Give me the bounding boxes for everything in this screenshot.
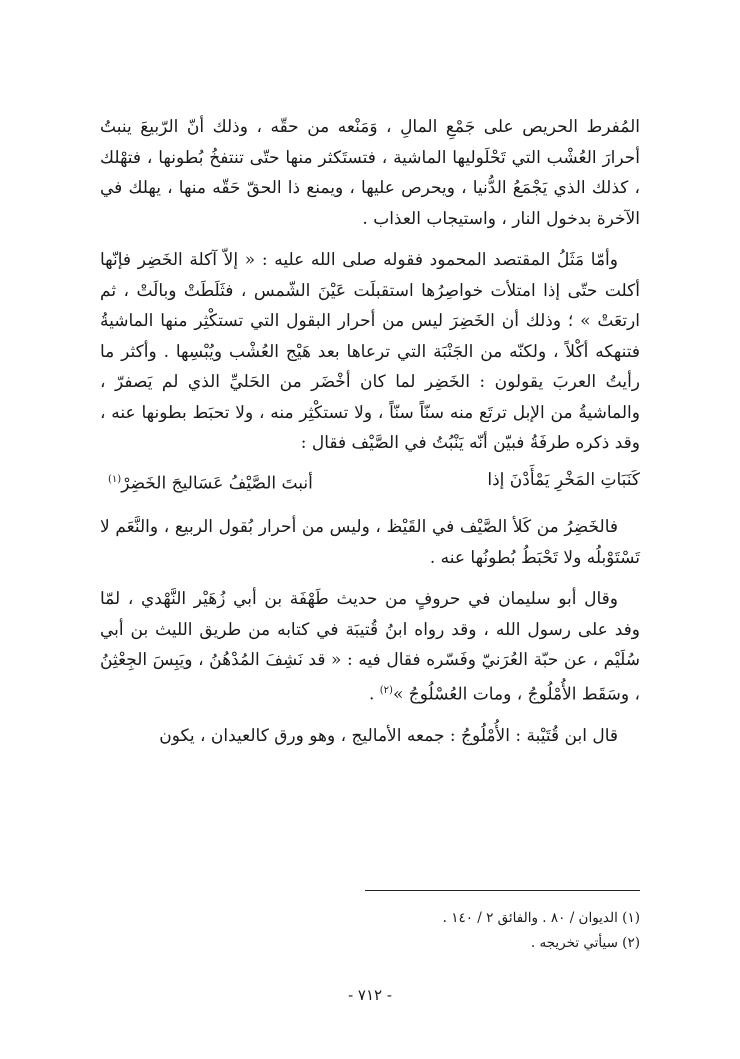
paragraph-2: وأمّا مَثَلُ المقتصد المحمود فقوله صلى الله عليه : « إلاّ آكلة الخَضِر فإنّها أكلت حتّى إذا امتلأت خواصِرُها استقبلَت عَيْنَ الشّمس ، فثَلَطَتْ وبالَتْ ، ثم ارتعَتْ » ؛ وذلك أن الخَضِرَ ليس من أحرار البقول التي تستكْثِر منها الماشيةُ فتنهكه أكْلاً ، ولكنّه من الجَنْبَة التي ترعاها بعد هَيْج العُشْب ويُبْسِها . وأكثر ما رأيتُ العربَ يقولون : الخَضِر لما كان أخْضَر من الحَليِّ الذي لم يَصفرّ ، والماشيةُ من الإبل ترتَع منه سنّاً سنّاً ، ولا تستكْثِر منه ، ولا تحبَط بطونها عنه ، وقد ذكره طرفَةُ فبيّن أنّه يَنْبُتُ في الصَّيْف فقال :: [100, 250, 640, 453]
paragraph-3: فالخَضِرُ من كَلأ الصَّيْف في القَيْظ ، وليس من أحرار بُقول الربيع ، والنَّعَم لا تَسْتَوْبلُه ولا تَحْبَطُ بُطونُها عنه .: [100, 517, 640, 568]
main-text: [100, 112, 640, 751]
footnote-divider: [365, 890, 640, 891]
footnote-ref-1: (١): [108, 473, 122, 485]
footnotes: [100, 906, 640, 956]
paragraph-4: [100, 584, 640, 710]
page-number: - ٧١٢ -: [348, 986, 392, 1004]
paragraph-4-text: وقال أبو سليمان في حروفٍ من حديث طَهْفَة بن أبي زُهَيْر النَّهْدي ، لمّا وفد على رسول الله ، وقد رواه ابنُ قُتيبَة في كتابه من طريق الليث بن أبي سُلَيْم ، عن حبّة العُرَنيّ وفَسّره فقال فيه : « قد نَشِفَ المُدْهُنُ ، ويَبِسَ الجِعْثِنُ ، وسَقَط الأُمْلُوجُ ، ومات العُسْلُوجُ »: [100, 589, 640, 705]
paragraph-1: المُفرط الحريص على جَمْعِ المالِ ، وَمَنْعه من حقّه ، وذلك أنّ الرّبيعَ ينبتُ أحرارَ العُشْب التي تَحْلَوليها الماشية ، فتستَكثر منها حتّى تنتفخُ بُطونها ، فتهْلك ، كذلك الذي يَجْمَعُ الدُّنيا ، ويحرص عليها ، ويمنع ذا الحقّ حَقّه منها ، يهلك في الآخرة بدخول النار ، واستيجاب العذاب .: [100, 117, 640, 229]
footnote-ref-2: (٢): [379, 684, 393, 696]
verse-hemistich-2-text: أنبتَ الصَّيْفُ عَسَاليجَ الخَضِرْ: [121, 473, 313, 494]
footnote-1: (١) الديوان / ٨٠ . والفائق ٢ / ١٤٠ .: [442, 910, 640, 926]
footnote-2: (٢) سيأتي تخريجه .: [530, 935, 640, 951]
verse-hemistich-2: [108, 465, 313, 499]
poetry-verse: [100, 465, 640, 499]
paragraph-5: قال ابن قُتَيْبة : الأُمْلُوجُ : جمعه الأماليج ، وهو ورق كالعيدان ، يكون: [159, 725, 618, 746]
paragraph-4-end: .: [368, 684, 380, 705]
verse-hemistich-1: كَنَبَاتِ المَخْرِ يَمْأَدْنَ إذا: [487, 469, 640, 490]
